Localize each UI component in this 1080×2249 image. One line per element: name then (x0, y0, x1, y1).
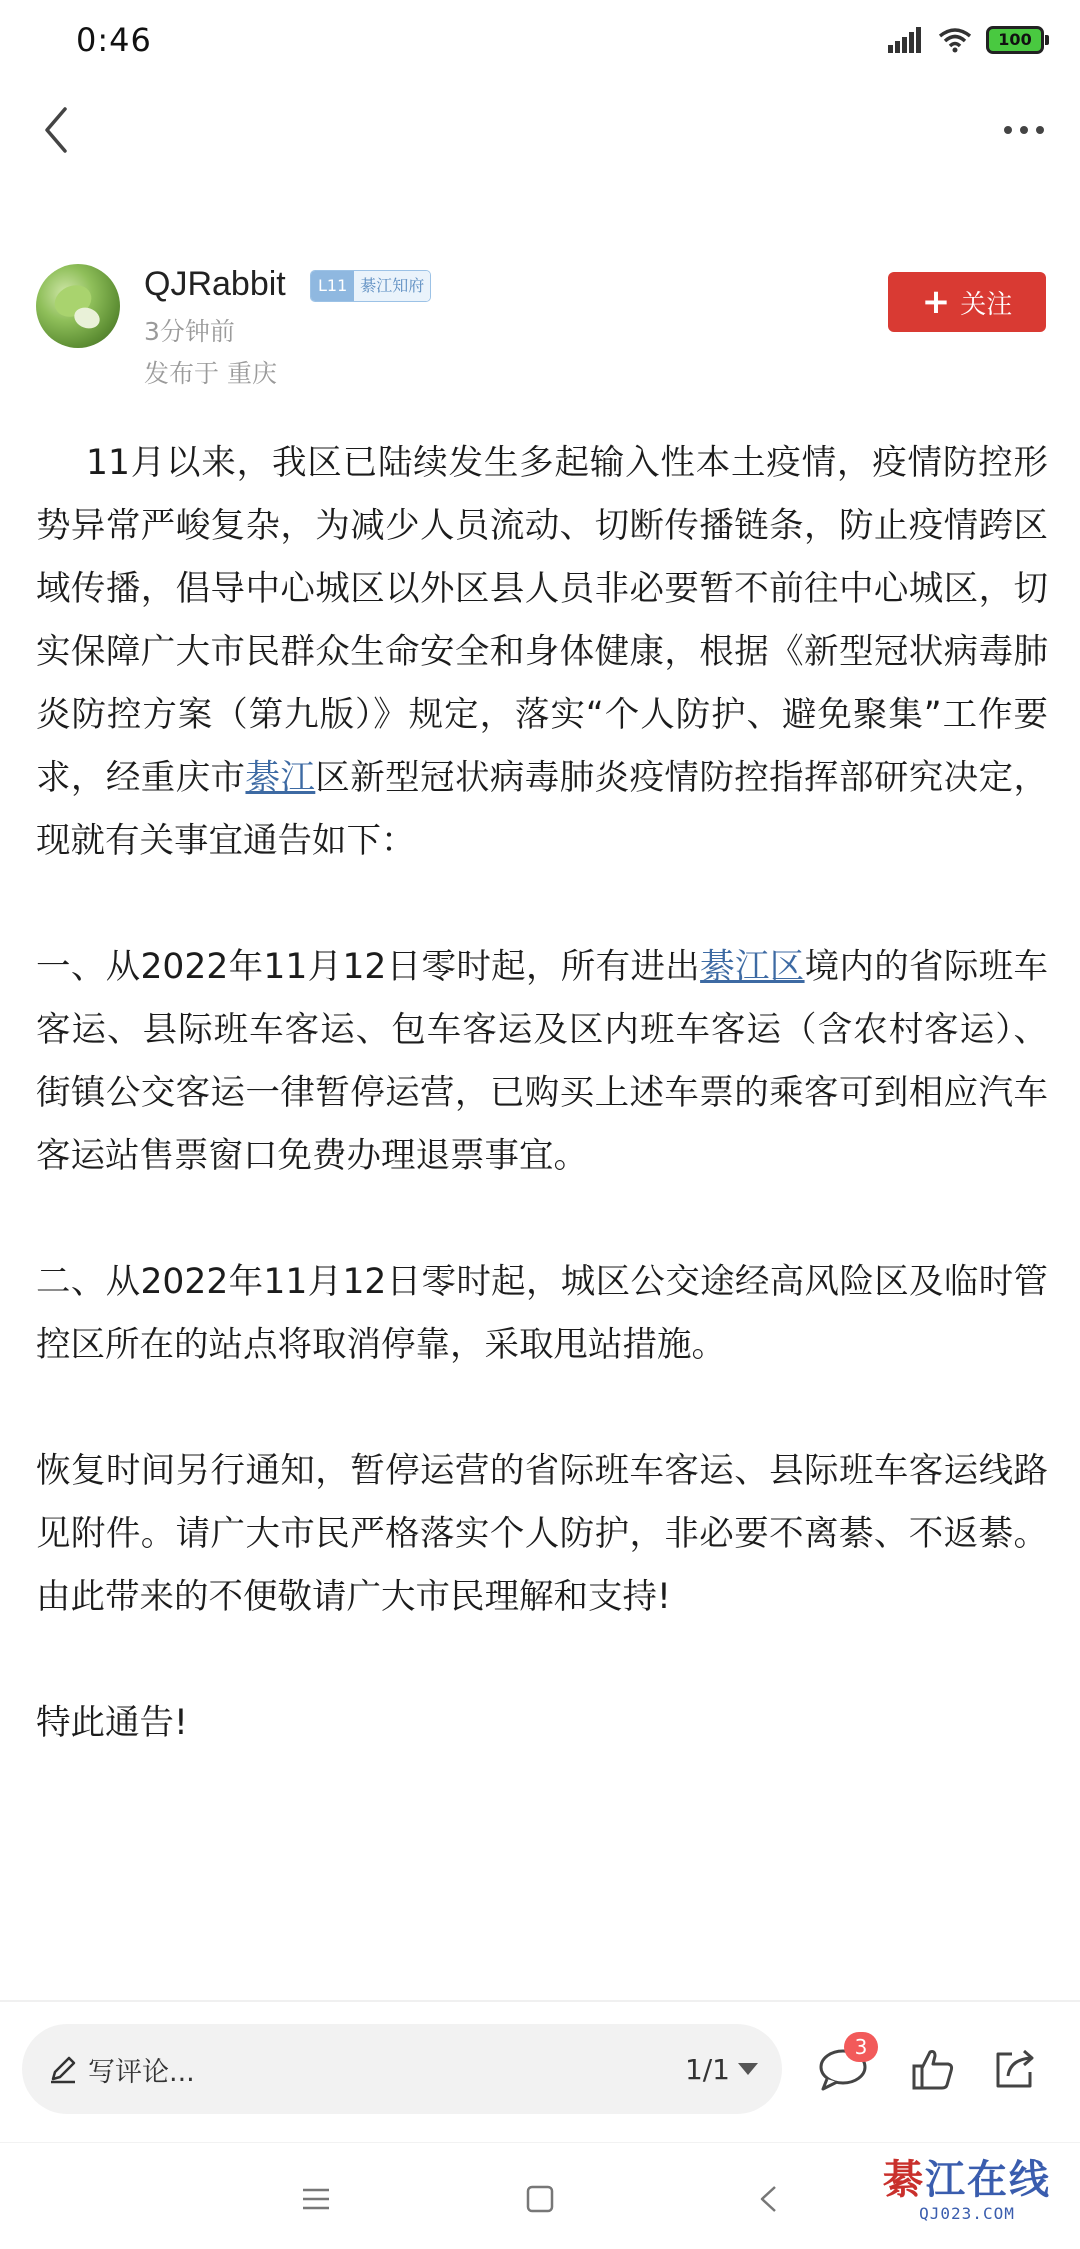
recent-apps-button[interactable] (288, 2171, 344, 2227)
site-watermark (862, 2156, 1072, 2240)
status-icons (888, 26, 1044, 54)
article-body (36, 432, 1048, 1755)
watermark-red-char: 綦 (883, 2156, 925, 2203)
bottom-divider (0, 2000, 1080, 2002)
status-time: 0:46 (76, 21, 152, 59)
paragraph-intro (36, 432, 1048, 873)
battery-icon (986, 26, 1044, 54)
avatar[interactable] (36, 264, 120, 348)
watermark-logo (862, 2156, 1072, 2204)
chevron-left-icon (41, 105, 71, 155)
triangle-back-icon (757, 2184, 779, 2214)
paragraph-text: 区新型冠状病毒肺炎疫情防控指挥部研究决定，现就有关事宜通告如下： (36, 758, 1049, 861)
follow-button[interactable] (888, 272, 1046, 332)
page-indicator[interactable] (685, 2024, 758, 2114)
paragraph-text: 一、从2022年11月12日零时起，所有进出 (36, 947, 701, 987)
level-badge (310, 270, 431, 302)
status-bar (0, 0, 1080, 80)
thumbs-up-icon (910, 2046, 956, 2092)
bottom-action-bar (0, 2016, 1080, 2126)
pencil-icon (48, 2054, 78, 2084)
comment-input[interactable] (22, 2024, 782, 2114)
battery-level: 100 (998, 30, 1032, 49)
like-button[interactable] (898, 2034, 968, 2104)
page-indicator-text: 1/1 (684, 2052, 730, 2086)
home-button[interactable] (512, 2171, 568, 2227)
system-back-button[interactable] (740, 2171, 796, 2227)
place-link-qijiang-district[interactable]: 綦江区 (700, 947, 805, 987)
level-number: L11 (311, 271, 354, 301)
paragraph-text: 境内的省际班车客运、县际班车客运、包车客运及区内班车客运（含农村客运）、街镇公交客运一律暂停运营，已购买上述车票的乘客可到相应汽车客运站售票窗口免费办理退票事宜。 (36, 947, 1048, 1176)
share-icon (992, 2046, 1038, 2092)
more-dots-icon (1002, 124, 1046, 136)
signal-icon (888, 27, 924, 53)
post-time: 3分钟前 (144, 317, 235, 346)
comment-placeholder: 写评论... (88, 2056, 195, 2088)
share-button[interactable] (980, 2034, 1050, 2104)
paragraph-item-1 (36, 936, 1048, 1188)
follow-label: 关注 (960, 289, 1013, 320)
square-icon (526, 2185, 554, 2213)
level-title: 綦江知府 (354, 271, 430, 301)
paragraph-closing: 特此通告! (36, 1703, 188, 1743)
more-button[interactable] (994, 100, 1054, 160)
comment-count-badge: 3 (844, 2032, 878, 2062)
paragraph-item-2: 二、从2022年11月12日零时起，城区公交途经高风险区及临时管控区所在的站点将取消停靠，采取甩站措施。 (36, 1262, 1048, 1365)
wifi-icon (938, 27, 972, 53)
author-name[interactable]: QJRabbit (144, 265, 286, 303)
plus-icon: + (921, 282, 951, 322)
paragraph-text: 11月以来，我区已陆续发生多起输入性本土疫情，疫情防控形势异常严峻复杂，为减少人员流动、切断传播链条，防止疫情跨区域传播，倡导中心城区以外区县人员非必要暂不前往中心城区，切实保障广大市民群众生命安全和身体健康，根据《新型冠状病毒肺炎防控方案（第九版）》规定，落实“个人防护、避免聚集”工作要求，经重庆市 (36, 443, 1048, 798)
comment-button[interactable] (808, 2034, 878, 2104)
watermark-blue-text: 江在线 (925, 2156, 1051, 2203)
place-link-qijiang[interactable]: 綦江 (245, 758, 316, 798)
menu-icon (301, 2187, 331, 2211)
watermark-domain: QJ023.COM (919, 2204, 1015, 2223)
caret-down-icon (738, 2063, 758, 2075)
top-nav-bar (0, 80, 1080, 180)
back-button[interactable] (26, 100, 86, 160)
paragraph-resume: 恢复时间另行通知，暂停运营的省际班车客运、县际班车客运线路见附件。请广大市民严格落实个人防护，非必要不离綦、不返綦。由此带来的不便敬请广大市民理解和支持! (36, 1451, 1048, 1617)
post-location: 发布于 重庆 (144, 359, 277, 388)
author-header (36, 262, 1046, 392)
